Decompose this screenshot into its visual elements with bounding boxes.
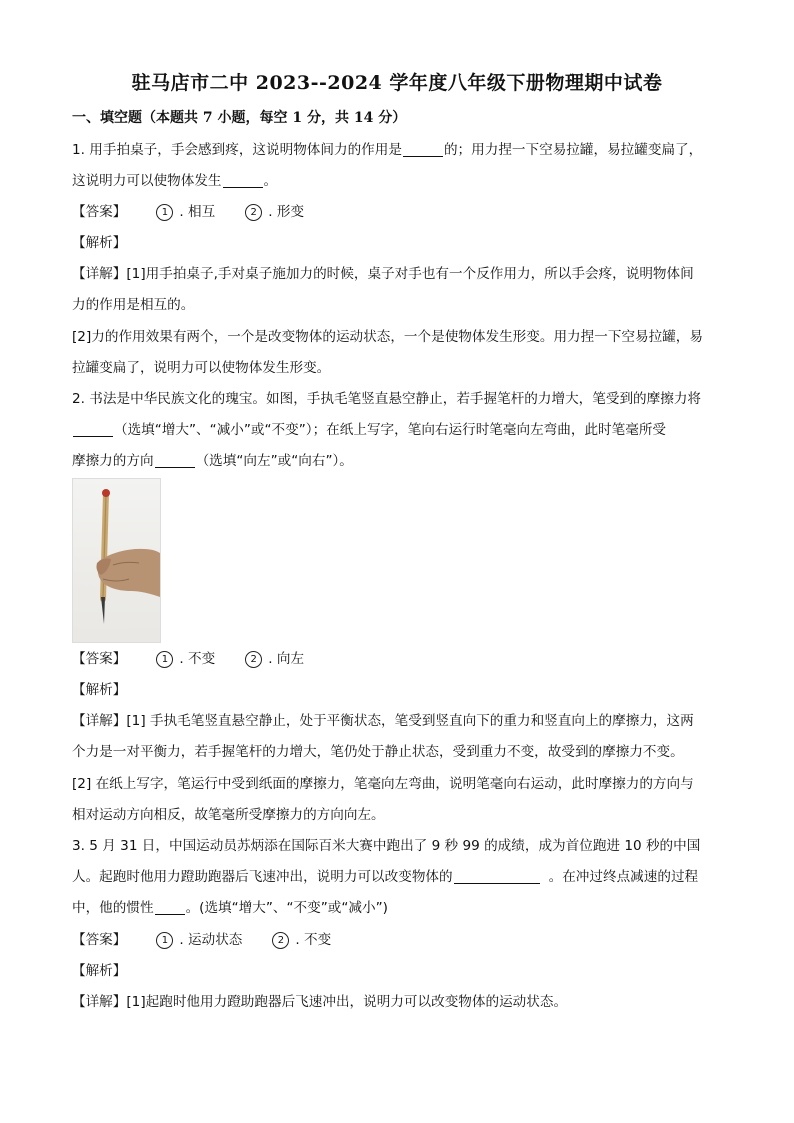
q1-line2 <box>72 172 277 190</box>
analysis-label: 【解析】 <box>72 963 127 979</box>
q1-line1 <box>72 141 702 159</box>
q2-detail: [2] 在纸上写字，笔运行中受到纸面的摩擦力，笔毫向左弯曲，说明笔毫向右运动，此时摩擦力的方向与 <box>72 776 694 792</box>
answer-option <box>245 203 304 221</box>
q1-detail: 拉罐变扁了，说明力可以使物体发生形变。 <box>72 360 331 376</box>
q2-answer <box>72 650 304 668</box>
answer-text: . 不变 <box>295 932 332 948</box>
circled-number: 1 <box>156 651 173 668</box>
answer-option <box>245 650 304 668</box>
q2-blank-1 <box>73 422 113 437</box>
q1-blank-1 <box>403 142 443 157</box>
q3-text: 。在冲过终点减速的过程 <box>548 869 699 885</box>
hand-holding-brush-image <box>73 479 160 642</box>
answer-option <box>272 931 331 949</box>
calligraphy-brush-photo <box>72 478 161 643</box>
q2-detail: 【详解】[1] 手执毛笔竖直悬空静止，处于平衡状态，笔受到竖直向下的重力和竖直向上的摩擦力，这两 <box>72 713 694 729</box>
q2-detail: 个力是一对平衡力，若手握笔杆的力增大，笔仍处于静止状态，受到重力不变，故受到的摩擦力不变。 <box>72 744 684 760</box>
q2-line1: 2. 书法是中华民族文化的瑰宝。如图，手执毛笔竖直悬空静止，若手握笔杆的力增大，笔受到的摩擦力将 <box>72 391 702 407</box>
answer-label: 【答案】 <box>72 932 127 948</box>
q3-line1: 3. 5 月 31 日，中国运动员苏炳添在国际百米大赛中跑出了 9 秒 99 的成绩，成为首位跑进 10 秒的中国 <box>72 838 701 854</box>
answer-text: . 相互 <box>179 204 216 220</box>
page-title: 驻马店市二中 2023--2024 学年度八年级下册物理期中试卷 <box>131 72 663 94</box>
q1-blank-2 <box>223 173 263 188</box>
q3-line2 <box>72 868 698 886</box>
answer-option <box>156 931 242 949</box>
answer-text: . 向左 <box>268 651 305 667</box>
q2-text: （选填“增大”、“减小”或“不变”）；在纸上写字，笔向右运行时笔毫向左弯曲，此时笔毫所受 <box>114 422 667 438</box>
circled-number: 1 <box>156 932 173 949</box>
q2-detail: 相对运动方向相反，故笔毫所受摩擦力的方向向左。 <box>72 807 385 823</box>
circled-number: 1 <box>156 204 173 221</box>
q1-answer <box>72 203 304 221</box>
q2-text: （选填“向左”或“向右”）。 <box>195 453 353 469</box>
q1-text: 1. 用手拍桌子，手会感到疼，这说明物体间力的作用是 <box>72 142 402 158</box>
analysis-label: 【解析】 <box>72 682 127 698</box>
answer-text: . 不变 <box>179 651 216 667</box>
section-heading: 一、填空题（本题共 7 小题，每空 1 分，共 14 分） <box>72 110 407 126</box>
q3-text: 人。起跑时他用力蹬助跑器后飞速冲出，说明力可以改变物体的 <box>72 869 453 885</box>
q1-detail: 力的作用是相互的。 <box>72 297 195 313</box>
answer-label: 【答案】 <box>72 204 127 220</box>
answer-option <box>156 203 215 221</box>
q3-answer <box>72 931 331 949</box>
analysis-label: 【解析】 <box>72 235 127 251</box>
circled-number: 2 <box>245 204 262 221</box>
q2-text: 摩擦力的方向 <box>72 453 154 469</box>
q1-text: 。 <box>263 173 278 189</box>
circled-number: 2 <box>272 932 289 949</box>
answer-text: . 运动状态 <box>179 932 243 948</box>
q3-blank-1 <box>454 869 540 884</box>
q3-text: 。(选填“增大”、“不变”或“减小”) <box>185 900 388 916</box>
q3-blank-2 <box>155 900 185 915</box>
q1-detail: [2]力的作用效果有两个，一个是改变物体的运动状态，一个是使物体发生形变。用力捏一下空易拉罐，易 <box>72 329 703 345</box>
q3-line3 <box>72 899 388 917</box>
circled-number: 2 <box>245 651 262 668</box>
q2-line3 <box>72 452 353 470</box>
answer-text: . 形变 <box>268 204 305 220</box>
q2-blank-2 <box>155 453 195 468</box>
q2-line2 <box>72 421 666 439</box>
q1-text: 的；用力捏一下空易拉罐，易拉罐变扁了， <box>443 142 703 158</box>
q1-detail: 【详解】[1]用手拍桌子,手对桌子施加力的时候，桌子对手也有一个反作用力，所以手会疼，说明物体间 <box>72 266 694 282</box>
answer-option <box>156 650 215 668</box>
q3-detail: 【详解】[1]起跑时他用力蹬助跑器后飞速冲出，说明力可以改变物体的运动状态。 <box>72 994 568 1010</box>
q3-text: 中，他的惯性 <box>72 900 154 916</box>
answer-label: 【答案】 <box>72 651 127 667</box>
q1-text: 这说明力可以使物体发生 <box>72 173 222 189</box>
